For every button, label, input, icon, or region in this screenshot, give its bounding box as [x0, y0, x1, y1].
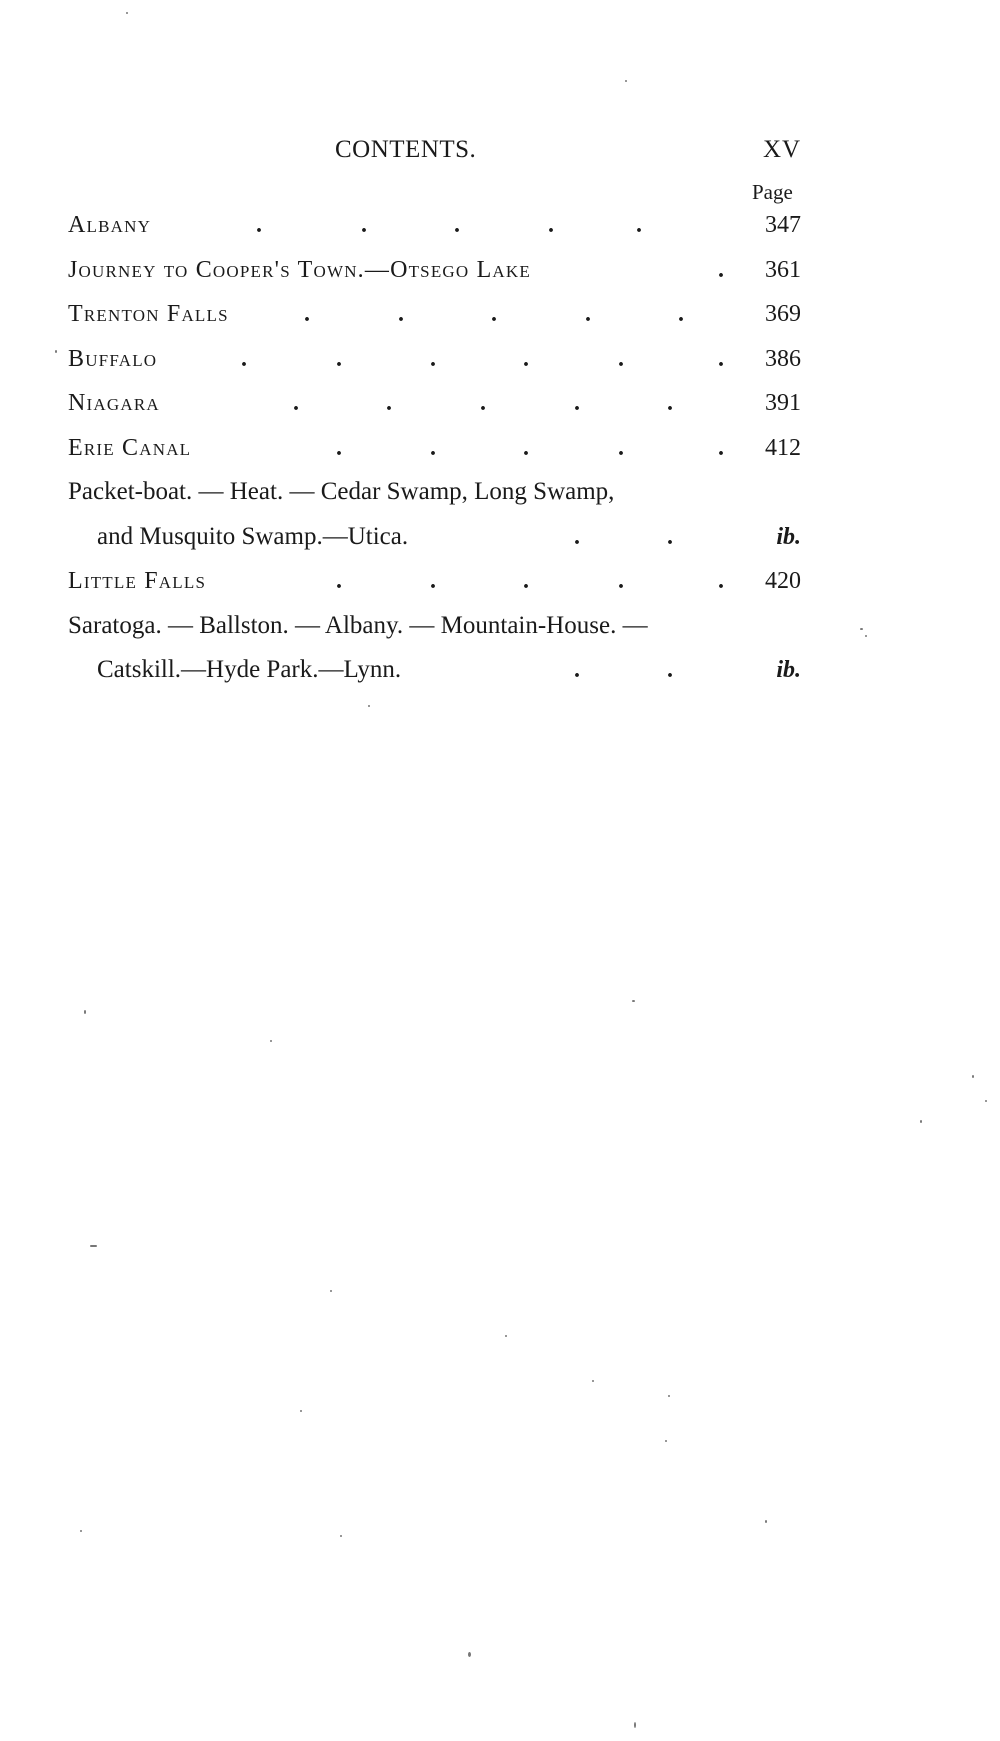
- toc-entry: [68, 203, 808, 248]
- toc-entry-continuation: [68, 648, 808, 693]
- toc-entry-page: 391: [765, 390, 801, 416]
- leader-dot: .: [491, 301, 497, 327]
- leader-dot: .: [548, 212, 554, 238]
- toc-entry-page: 420: [765, 568, 801, 594]
- leader-dot: .: [454, 212, 460, 238]
- toc-entry-page: 347: [765, 212, 801, 238]
- toc-entry: [68, 248, 808, 293]
- leader-dot: .: [430, 345, 436, 372]
- leader-dot: .: [718, 256, 724, 283]
- toc-entry-page: ib.: [776, 657, 801, 683]
- toc-entry: [68, 292, 808, 337]
- leader-dot: .: [718, 434, 724, 461]
- leader-dot: .: [304, 301, 310, 327]
- table-of-contents: [68, 203, 808, 693]
- leader-dot: .: [336, 345, 342, 372]
- toc-entry-continuation: [68, 515, 808, 560]
- leader-dot: .: [718, 568, 724, 594]
- toc-entry: [68, 426, 808, 471]
- leader-dot: .: [523, 345, 529, 372]
- leader-dot: .: [430, 434, 436, 461]
- toc-entry-title: Niagara: [68, 390, 160, 416]
- leader-dot: .: [293, 390, 299, 416]
- toc-entry-title: Erie Canal: [68, 434, 192, 461]
- leader-dot: .: [336, 568, 342, 594]
- toc-entry-line: Saratoga. — Ballston. — Albany. — Mountain-House. —: [68, 611, 648, 639]
- page-column-label: Page: [752, 180, 793, 204]
- leader-dot: .: [398, 301, 404, 327]
- leader-dot: .: [618, 345, 624, 372]
- toc-entry-page: 386: [765, 345, 801, 372]
- running-head: [0, 136, 1000, 176]
- toc-entry-line: Catskill.—Hyde Park.—Lynn.: [97, 656, 402, 683]
- toc-entry-title: Little Falls: [68, 568, 207, 594]
- leader-dot: .: [430, 568, 436, 594]
- leader-dot: .: [678, 301, 684, 327]
- toc-entry: [68, 470, 808, 515]
- leader-dot: .: [574, 657, 580, 683]
- leader-dot: .: [386, 390, 392, 416]
- toc-entry-title: Buffalo: [68, 345, 158, 372]
- toc-entry-page: ib.: [776, 523, 801, 550]
- toc-entry: [68, 604, 808, 649]
- toc-entry-page: 369: [765, 301, 801, 327]
- leader-dot: .: [256, 212, 262, 238]
- leader-dot: .: [241, 345, 247, 372]
- leader-dot: .: [585, 301, 591, 327]
- leader-dot: .: [523, 568, 529, 594]
- leader-dot: .: [574, 523, 580, 550]
- leader-dot: .: [361, 212, 367, 238]
- toc-entry-line: and Musquito Swamp.—Utica.: [97, 522, 409, 550]
- toc-entry-page: 361: [765, 256, 801, 283]
- toc-entry-line: Packet-boat. — Heat. — Cedar Swamp, Long Swamp,: [68, 478, 615, 505]
- leader-dot: .: [480, 390, 486, 416]
- leader-dot: .: [667, 390, 673, 416]
- page-folio: XV: [763, 136, 802, 163]
- leader-dot: .: [718, 345, 724, 372]
- leader-dot: .: [667, 657, 673, 683]
- leader-dot: .: [523, 434, 529, 461]
- toc-entry: [68, 381, 808, 426]
- leader-dot: .: [636, 212, 642, 238]
- leader-dot: .: [336, 434, 342, 461]
- toc-entry: [68, 337, 808, 382]
- leader-dot: .: [574, 390, 580, 416]
- toc-entry: [68, 559, 808, 604]
- leader-dot: .: [618, 434, 624, 461]
- leader-dot: .: [667, 523, 673, 550]
- running-title: CONTENTS.: [335, 136, 477, 163]
- toc-entry-title: Journey to Cooper's Town.—Otsego Lake: [68, 256, 531, 283]
- toc-entry-title: Albany: [68, 212, 152, 238]
- toc-entry-title: Trenton Falls: [68, 301, 229, 327]
- toc-entry-page: 412: [765, 434, 801, 461]
- leader-dot: .: [618, 568, 624, 594]
